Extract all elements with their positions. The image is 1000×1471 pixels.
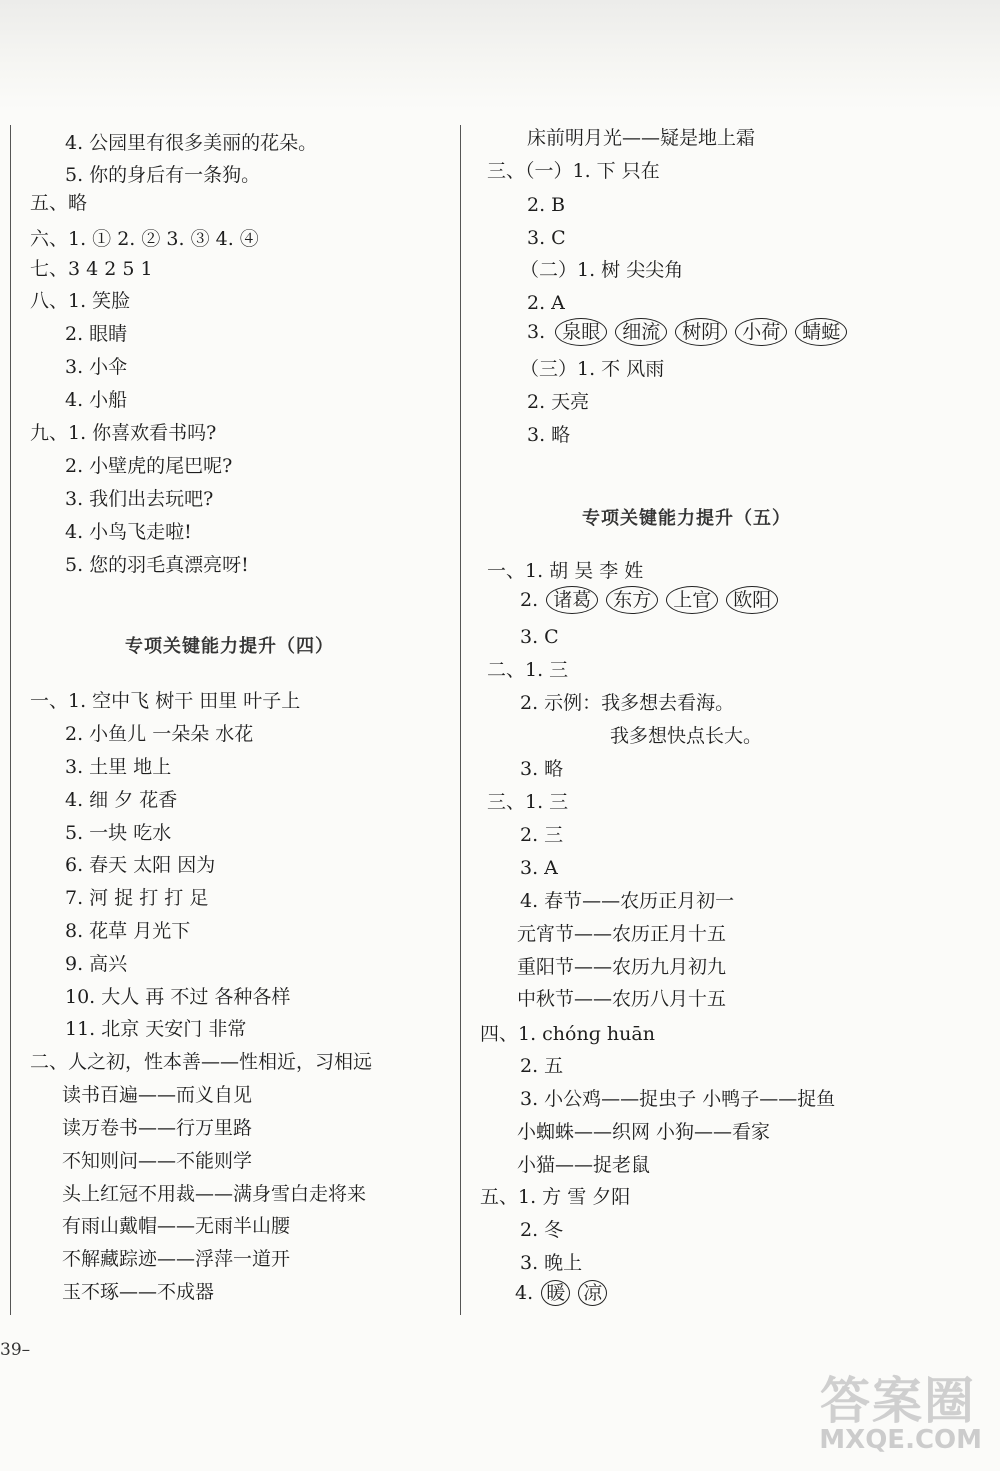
answer-line: 小猫——捉老鼠	[517, 1154, 651, 1176]
item-number: 4.	[515, 1282, 534, 1304]
answer-line: 5. 您的羽毛真漂亮呀!	[65, 554, 249, 576]
answer-line: 2. 小鱼儿 一朵朵 水花	[65, 723, 254, 745]
circled-word: 蜻蜓	[795, 318, 847, 346]
circled-word: 小荷	[735, 318, 787, 346]
answer-line: 10. 大人 再 不过 各种各样	[65, 986, 291, 1008]
answer-line: 2. 三	[520, 824, 564, 846]
watermark-title: 答案圈	[820, 1372, 976, 1430]
watermark-url: MXQE.COM	[819, 1425, 982, 1455]
answer-line: 3. 晚上	[520, 1252, 583, 1274]
answer-line: 读万卷书——行万里路	[62, 1117, 253, 1139]
answer-line: 3. A	[520, 857, 558, 879]
circled-word: 暖	[541, 1280, 570, 1306]
scan-shadow	[0, 0, 1000, 110]
answer-line: 3. C	[520, 626, 559, 648]
answer-line: 4. 小鸟飞走啦!	[65, 521, 192, 543]
answer-line: 4. 公园里有很多美丽的花朵。	[65, 132, 318, 154]
answer-line: 4. 小船	[65, 389, 128, 411]
item-number: 3.	[527, 321, 546, 343]
circled-word: 诸葛	[546, 586, 598, 614]
answer-line: 三、1. 三	[487, 791, 569, 813]
answer-line: （二）1. 树 尖尖角	[520, 259, 684, 281]
section-heading-5: 专项关键能力提升（五）	[582, 508, 791, 529]
circled-word: 东方	[606, 586, 658, 614]
circled-word: 上官	[666, 586, 718, 614]
answer-line: 3. 小公鸡——捉虫子 小鸭子——捉鱼	[520, 1088, 836, 1110]
answer-line: 一、1. 空中飞 树干 田里 叶子上	[30, 690, 301, 712]
answer-line: 5. 一块 吃水	[65, 822, 172, 844]
answer-line: 2. 小壁虎的尾巴呢?	[65, 455, 233, 477]
answer-line: 3. 土里 地上	[65, 756, 172, 778]
answer-line: 有雨山戴帽——无雨半山腰	[62, 1215, 291, 1237]
answer-line: 3. 我们出去玩吧?	[65, 488, 214, 510]
watermark-logo	[812, 1361, 982, 1461]
answer-line: 8. 花草 月光下	[65, 920, 191, 942]
answer-line: 2. 眼睛	[65, 323, 128, 345]
answer-line: 玉不琢——不成器	[62, 1281, 215, 1303]
answer-line: 我多想快点长大。	[610, 725, 763, 747]
answer-line: 四、1. chónɡ huān	[480, 1023, 655, 1045]
answer-line: 6. 春天 太阳 因为	[65, 854, 216, 876]
answer-line: 2. A	[527, 292, 565, 314]
answer-line: 不知则问——不能则学	[62, 1150, 253, 1172]
answer-line: 3. 略	[520, 758, 564, 780]
answer-line: 头上红冠不用裁——满身雪白走将来	[62, 1183, 367, 1205]
answer-line: 读书百遍——而义自见	[62, 1084, 253, 1106]
circled-word: 细流	[615, 318, 667, 346]
answer-line: 2. 天亮	[527, 391, 590, 413]
answer-line: 三、（一）1. 下 只在	[487, 160, 660, 182]
answer-line: 4. 春节——农历正月初一	[520, 890, 735, 912]
section-heading-4: 专项关键能力提升（四）	[125, 636, 334, 657]
answer-line: 二、1. 三	[487, 659, 569, 681]
answer-line: 五、1. 方 雪 夕阳	[480, 1186, 631, 1208]
answer-line: 7. 河 捉 打 打 足	[65, 887, 209, 909]
answer-line: 五、略	[30, 192, 88, 214]
answer-line: 9. 高兴	[65, 953, 128, 975]
answer-line: 重阳节——农历九月初九	[517, 956, 727, 978]
answer-line: 小蜘蛛——织网 小狗——看家	[517, 1121, 771, 1143]
left-margin-line	[10, 125, 11, 1315]
circled-word: 树阴	[675, 318, 727, 346]
answer-line: 11. 北京 天安门 非常	[65, 1018, 247, 1040]
answer-line: 一、1. 胡 吴 李 姓	[487, 560, 644, 582]
circled-answer-line	[527, 318, 855, 346]
answer-line: 2. 冬	[520, 1219, 564, 1241]
answer-line: 2. B	[527, 194, 566, 216]
circled-answer-line	[520, 586, 786, 614]
answer-line: 不解藏踪迹——浮萍一道开	[62, 1248, 291, 1270]
center-divider-line	[460, 125, 461, 1315]
answer-line: 4. 细 夕 花香	[65, 789, 178, 811]
circled-answer-line	[515, 1280, 615, 1306]
answer-line: （三）1. 不 风雨	[520, 358, 665, 380]
answer-line: 六、1. ① 2. ② 3. ③ 4. ④	[30, 228, 259, 250]
answer-line: 元宵节——农历正月十五	[517, 923, 727, 945]
answer-line: 中秋节——农历八月十五	[517, 988, 727, 1010]
answer-line: 2. 五	[520, 1055, 564, 1077]
item-number: 2.	[520, 589, 539, 611]
answer-line: 3. C	[527, 227, 566, 249]
answer-line: 3. 略	[527, 424, 571, 446]
answer-line: 床前明月光——疑是地上霜	[527, 127, 756, 149]
circled-word: 泉眼	[555, 318, 607, 346]
answer-line: 5. 你的身后有一条狗。	[65, 164, 261, 186]
answer-line: 二、人之初，性本善——性相近，习相远	[30, 1051, 373, 1073]
circled-word: 欧阳	[726, 586, 778, 614]
answer-line: 3. 小伞	[65, 356, 128, 378]
answer-line: 2. 示例：我多想去看海。	[520, 692, 735, 714]
answer-line: 九、1. 你喜欢看书吗?	[30, 422, 217, 444]
answer-line: 八、1. 笑脸	[30, 290, 131, 312]
circled-word: 凉	[578, 1280, 607, 1306]
page-number: 39–	[0, 1340, 31, 1360]
answer-line: 七、3 4 2 5 1	[30, 258, 153, 280]
